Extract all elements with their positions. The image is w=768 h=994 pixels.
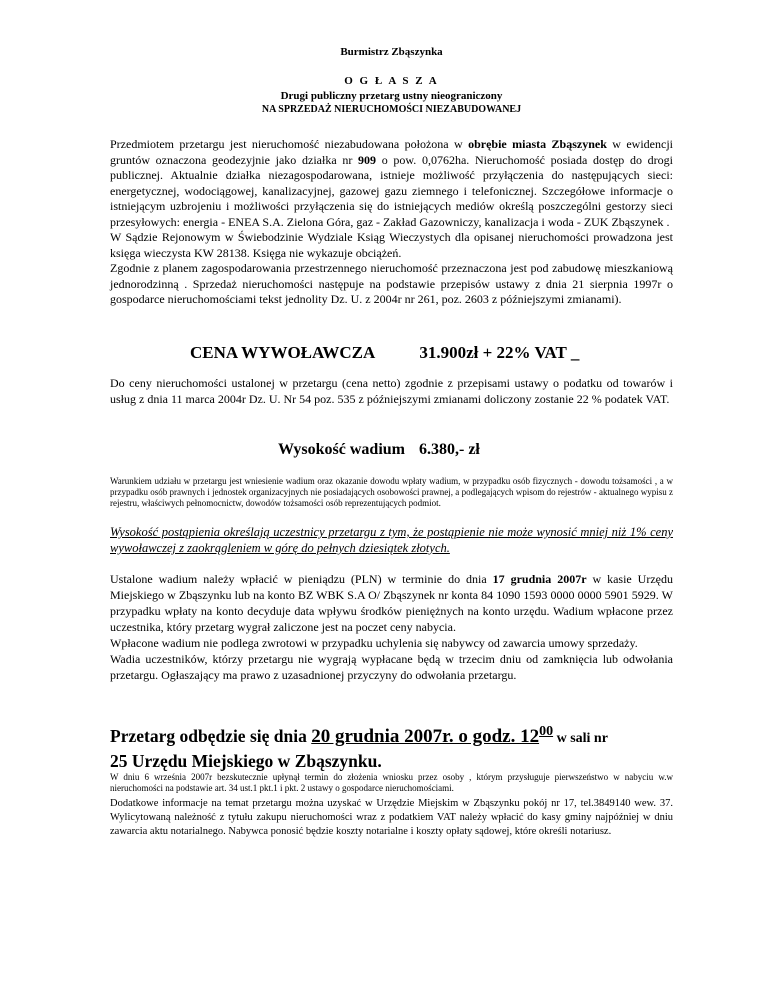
- price-label: CENA WYWOŁAWCZA: [190, 343, 376, 362]
- participation-conditions: Warunkiem udziału w przetargu jest wniesienie wadium oraz okazanie dowodu wpłaty wadium, w przypadku osób fizycznych - dowodu tożsamości , a w przypadku osób prawnych i jednostek organizacyjnych nie posiadających osobowości prawnej, a podlegających wpisom do rejestrów - aktualnego wypisu z rejestru, właściwych pełnomocnictw, dowodów tożsamości osób reprezentujących podmiot.: [110, 476, 673, 508]
- parcel-number: 909: [358, 152, 377, 167]
- location: obrębie miasta Zbąszynek: [468, 137, 607, 151]
- auction-date-place: Przetarg odbędzie się dnia 20 grudnia 2007r. o godz. $12^{00}$ w sali nr 25 Urzędu Miejskiego w Zbąszynku.: [110, 724, 608, 771]
- payment-terms: Ustalone wadium należy wpłacić w pieniądzu (PLN) w terminie do dnia 17 grudnia 2007r w kasie Urzędu Miejskiego w Zbąszynku lub na konto BZ WBK S.A O/ Zbąszynek nr konta 84 1090 1593 0000 0000 5901 5929. W przypadku wpłaty na konto decyduje data wpływu środków pieniężnych na konto urzędu. Wadium wpłacone przez uczestnika, który przetarg wygrał zaliczone jest na poczet ceny nabycia. Wpłacone wadium nie podlega zwrotowi w przypadku uchylenia się nabywcy od zawarcia umowy sprzedaży. Wadia uczestników, którzy przetargu nie wygrają wypłacane będą w trzecim dniu od zamknięcia lub odwołania przetargu. Ogłaszający ma prawo z uzasadnionej przyczyny do odwołania przetargu.: [110, 572, 674, 682]
- zoning-info: Zgodnie z planem zagospodarowania przestrzennego nieruchomość przeznaczona jest pod zabudowę mieszkaniową jednorodzinną . Sprzedaż nieruchomości następuje na podstawie przepisów ustawy z dnia 21 sierpnia 1997r o gospodarce nieruchomościami tekst jednolity Dz. U. z 2004r nr 261, poz. 2603 z późniejszymi zmianami).: [110, 261, 673, 306]
- auction-date: 20 grudnia 2007r. o godz. 12: [311, 726, 540, 747]
- auction-subject: NA SPRZEDAŻ NIERUCHOMOŚCI NIEZABUDOWANEJ: [261, 104, 522, 115]
- vat-note: Do ceny nieruchomości ustalonej w przetargu (cena netto) zgodnie z przepisami ustawy o podatku od towarów i usług z dnia 11 marca 2004r Dz. U. Nr 54 poz. 535 z późniejszymi zmianami doliczony zostanie 22 % podatek VAT.: [110, 376, 673, 406]
- issuer: Burmistrz Zbąszynka: [340, 46, 443, 58]
- property-description: Przedmiotem przetargu jest nieruchomość niezabudowana położona w obrębie miasta Zbąszynek w ewidencji gruntów oznaczona geodezyjnie jako działka nr 909 o pow. 0,0762ha. Nieruchomość posiada dostęp do drogi publicznej. Aktualnie działka niezagospodarowana, istnieje możliwość przyłączenia do następujących sieci: energetycznej, wodociągowej, kanalizacyjnej, gazowej gazu ziemnego i telefonicznej. Szczegółowe informacje o istniejącym uzbrojeniu i możliwości przyłączenia się do istniejących mediów określą poszczególni gestorzy sieci przesyłowych: energia - ENEA S.A. Zielona Góra, gaz - Zakład Gazowniczy, kanalizacja i woda - ZUK Zbąszynek . W Sądzie Rejonowym w Świebodzinie Wydziale Ksiąg Wieczystych dla opisanej nieruchomości prowadzona jest księga wieczysta KW 28138. Księga nie wykazuje obciążeń. Zgodnie z planem zagospodarowania przestrzennego nieruchomość przeznaczona jest pod zabudowę mieszkaniową jednorodzinną . Sprzedaż nieruchomości następuje na podstawie przepisów ustawy z dnia 21 sierpnia 1997r o gospodarce nieruchomościami tekst jednolity Dz. U. z 2004r nr 261, poz. 2603 z późniejszymi zmianami).: [110, 137, 673, 306]
- starting-price: [190, 343, 579, 363]
- auction-subtitle: Drugi publiczny przetarg ustny nieograniczony: [280, 90, 503, 102]
- deposit-label: Wysokość wadium: [278, 441, 405, 458]
- price-value: 31.900zł + 22% VAT _: [419, 343, 580, 362]
- deposit-value: 6.380,- zł: [418, 441, 480, 458]
- deposit-deadline: 17 grudnia 2007r: [492, 572, 587, 586]
- announces-heading: O G Ł A S Z A: [344, 75, 439, 87]
- land-register: W Sądzie Rejonowym w Świebodzinie Wydziale Ksiąg Wieczystych dla opisanej nieruchomości prowadzona jest księga wieczysta KW 28138. Księga nie wykazuje obciążeń.: [110, 230, 673, 260]
- additional-info: Dodatkowe informacje na temat przetargu można uzyskać w Urzędzie Miejskim w Zbąszynku pokój nr 17, tel.3849140 wew. 37. Wylicytowaną należność z tytułu zakupu nieruchomości wraz z podatkiem VAT należy wpłacić do kasy gminy najpóźniej w dniu zawarcia aktu notarialnego. Nabywca ponosić będzie koszty notarialne i koszty opłaty sądowej, które określi notariusz.: [110, 798, 673, 837]
- deposit: [278, 441, 480, 459]
- auction-room: 25 Urzędu Miejskiego w Zbąszynku.: [110, 751, 382, 771]
- auction-minutes: 00: [539, 724, 554, 739]
- priority-note: W dniu 6 września 2007r bezskutecznie upłynął termin do złożenia wniosku przez osoby , którym przysługuje pierwszeństwo w nabyciu w.w nieruchomości na podstawie art. 34 ust.1 pkt.1 i pkt. 2 ustawy o gospodarce nieruchomościami.: [110, 772, 673, 793]
- bid-step-rule: Wysokość postąpienia określają uczestnicy przetargu z tym, że postąpienie nie może wynosić mniej niż 1% ceny wywoławczej z zaokrągleniem w górę do pełnych dziesiątek złotych.: [110, 525, 673, 555]
